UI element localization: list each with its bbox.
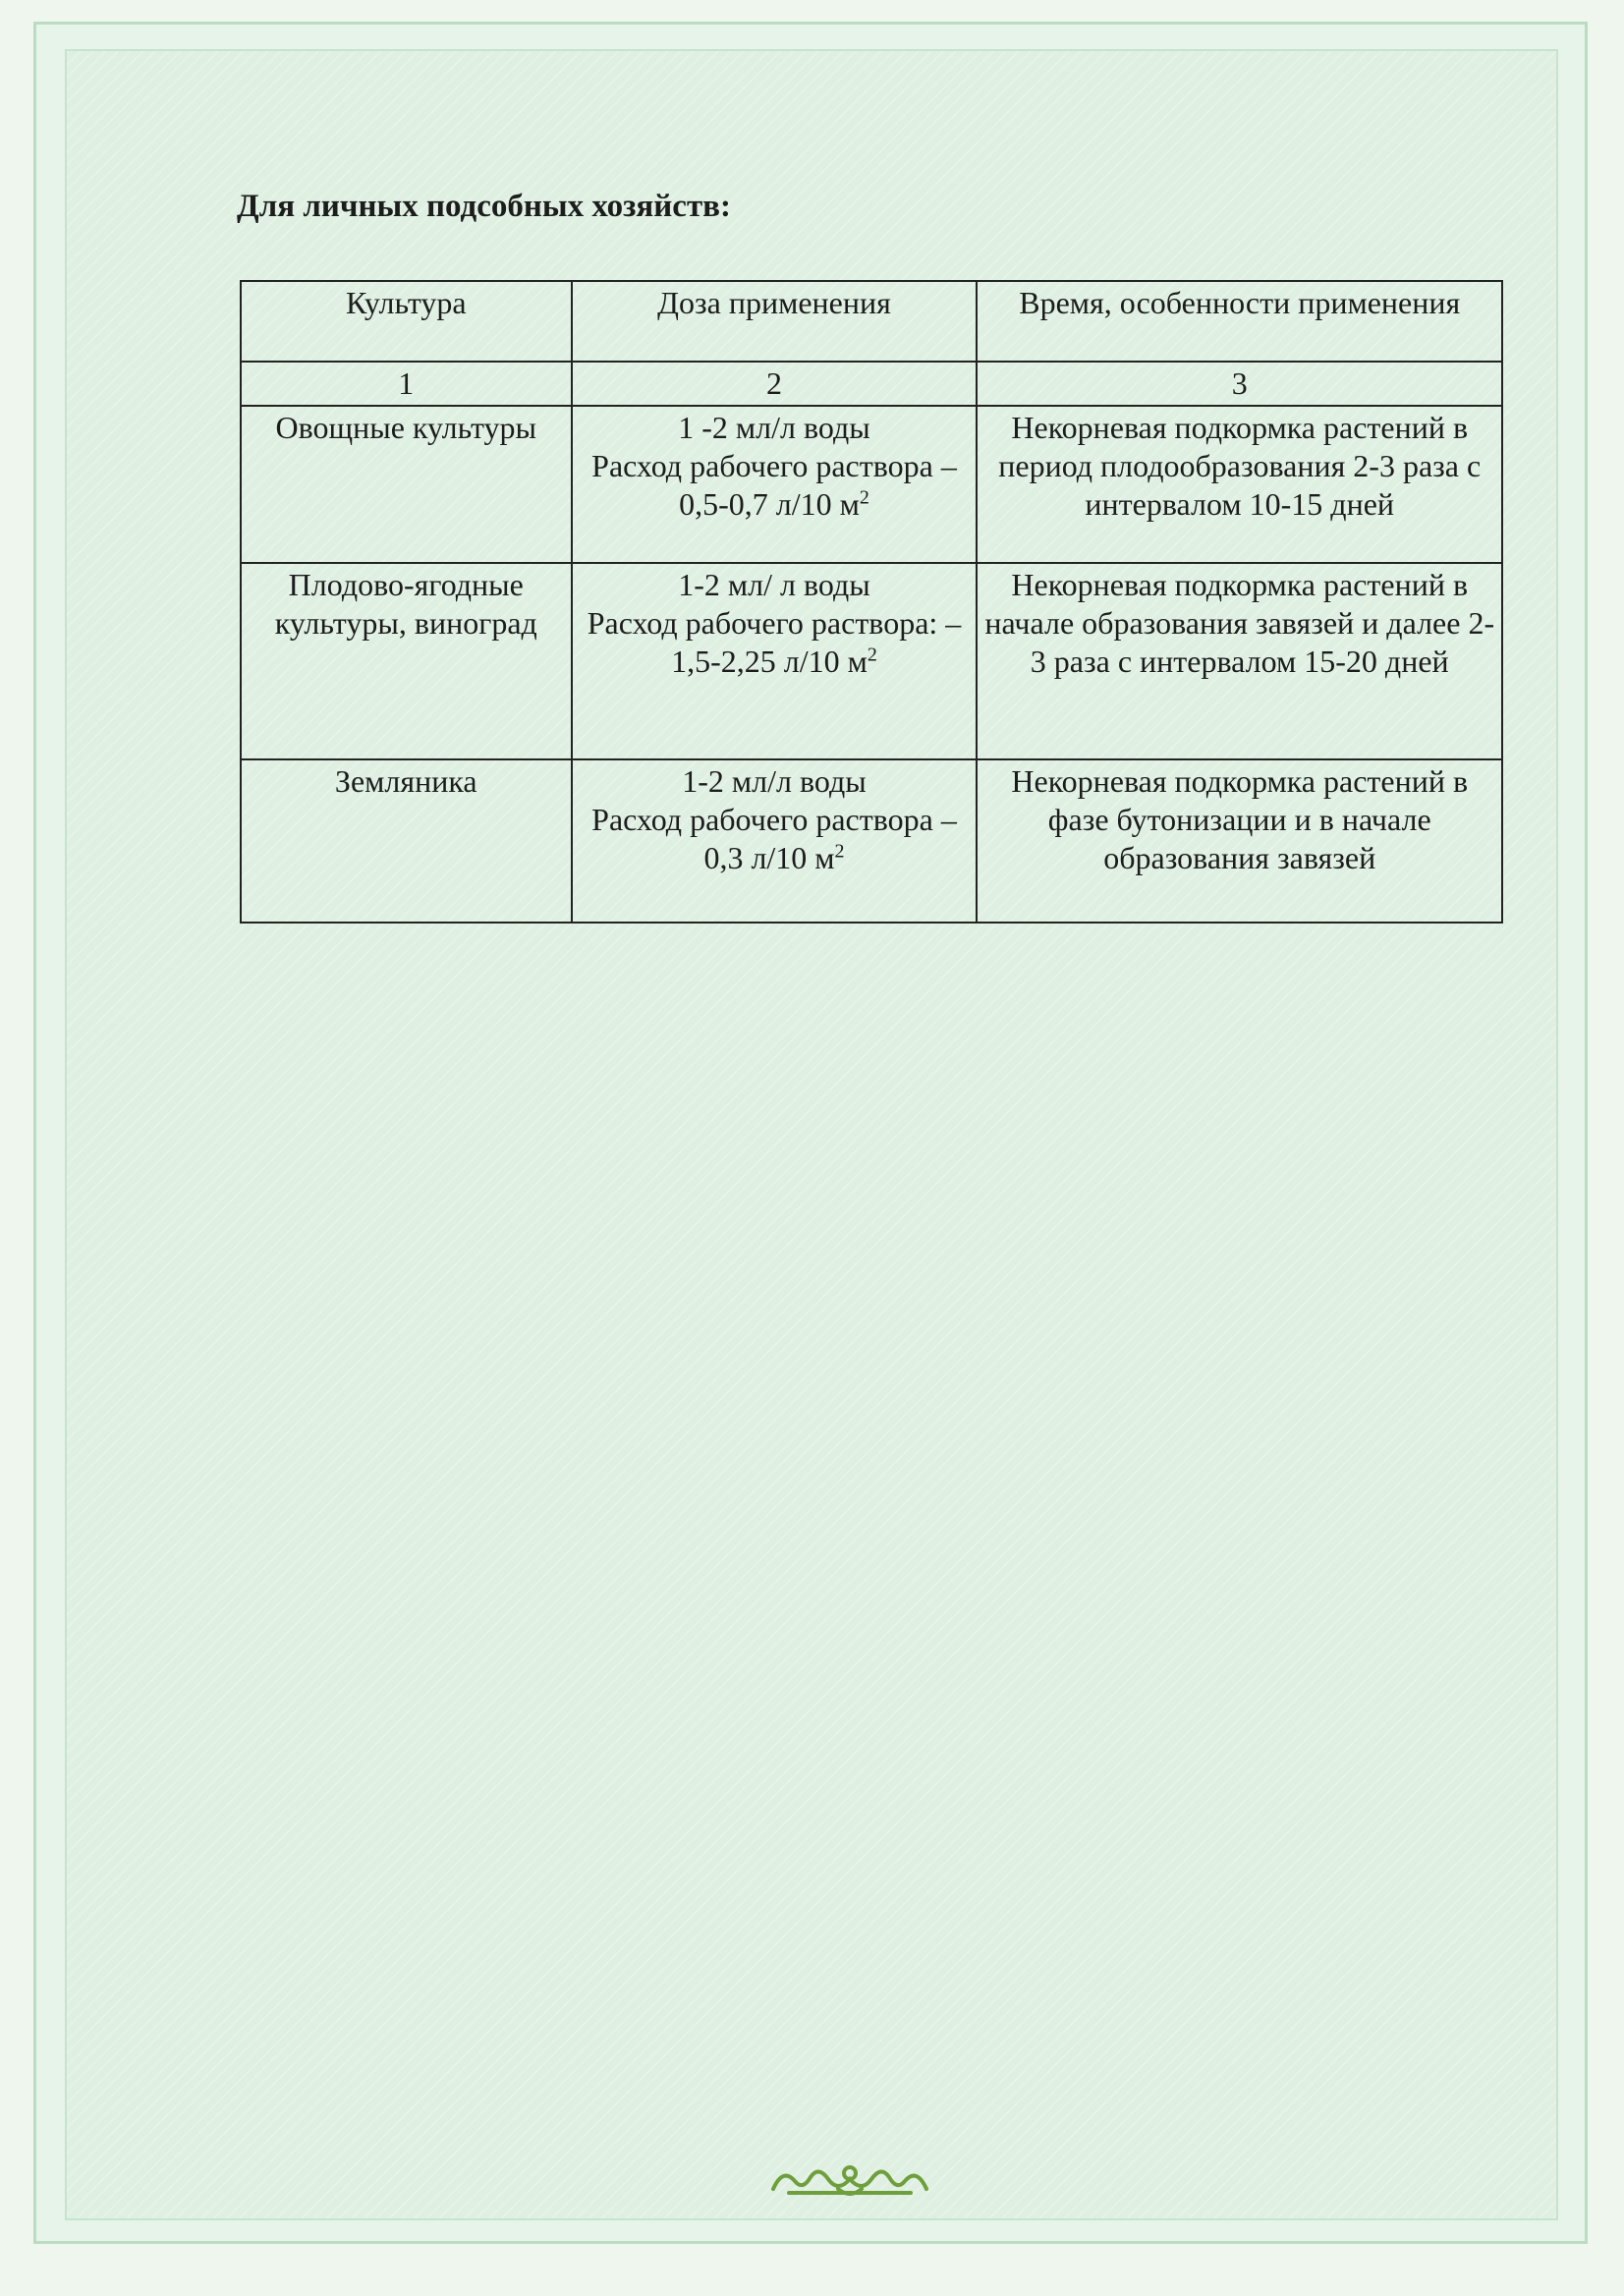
culture-cell: Плодово-ягодные культуры, виноград [241,563,572,759]
column-number-3: 3 [977,362,1502,406]
section-heading: Для личных подсобных хозяйств: [237,189,731,224]
dose-consumption: Расход рабочего раствора – 0,5-0,7 л/10 м [591,448,957,522]
unit-exponent: 2 [834,840,845,863]
column-number-row [241,362,1502,406]
dose-rate: 1-2 мл/ л воды [678,567,870,602]
timing-cell: Некорневая подкормка растений в период плодообразования 2-3 раза с интервалом 10-15 дней [977,406,1502,563]
dose-cell [572,563,978,759]
unit-exponent: 2 [867,644,877,666]
header-dose: Доза применения [572,281,978,362]
table-row [241,406,1502,563]
culture-cell: Земляника [241,759,572,923]
dose-cell [572,759,978,923]
application-table [240,280,1503,924]
dose-cell [572,406,978,563]
table-row [241,563,1502,759]
table-row [241,759,1502,923]
header-timing: Время, особенности применения [977,281,1502,362]
dose-rate: 1-2 мл/л воды [682,763,867,799]
dose-rate: 1 -2 мл/л воды [678,410,870,445]
culture-cell: Овощные культуры [241,406,572,563]
floral-ornament-icon [769,2159,930,2199]
column-number-2: 2 [572,362,978,406]
unit-exponent: 2 [859,486,869,509]
timing-cell: Некорневая подкормка растений в начале образования завязей и далее 2-3 раза с интервалом 15-20 дней [977,563,1502,759]
header-culture: Культура [241,281,572,362]
timing-cell: Некорневая подкормка растений в фазе бутонизации и в начале образования завязей [977,759,1502,923]
column-number-1: 1 [241,362,572,406]
dose-consumption: Расход рабочего раствора – 0,3 л/10 м [591,802,957,875]
dose-consumption: Расход рабочего раствора: – 1,5-2,25 л/10 м [587,605,962,679]
table-header-row [241,281,1502,362]
